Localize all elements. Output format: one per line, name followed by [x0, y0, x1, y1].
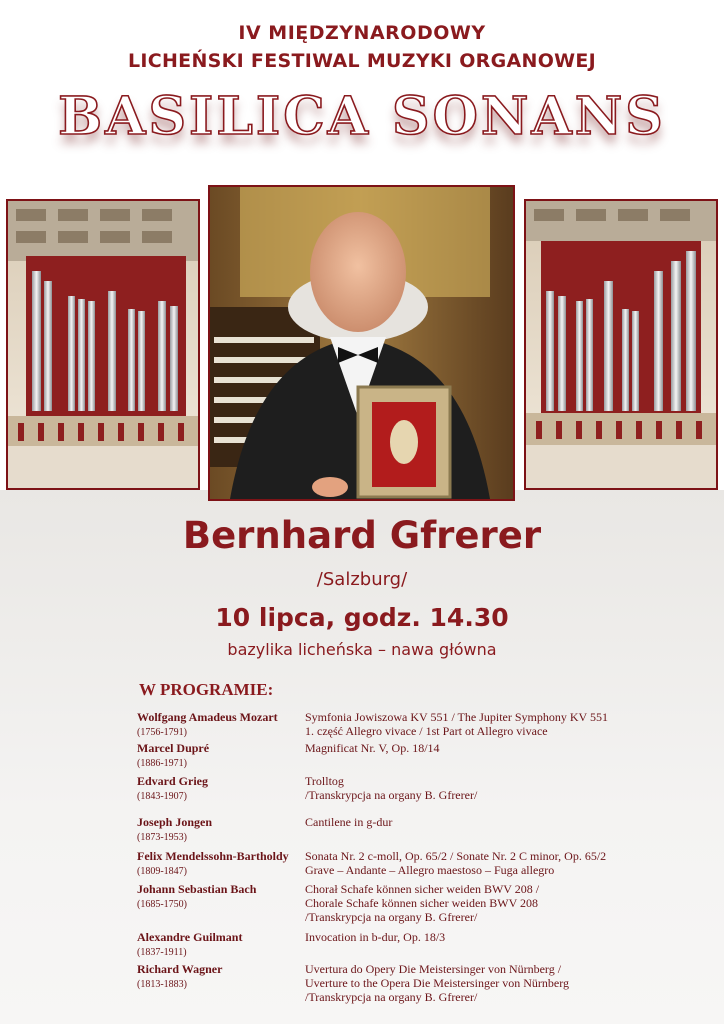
work-line: Magnificat Nr. V, Op. 18/14: [305, 741, 440, 755]
festival-edition: IV MIĘDZYNARODOWY: [238, 22, 486, 44]
composer-name: Wolfgang Amadeus Mozart: [137, 710, 278, 724]
work-line: Trolltog: [305, 774, 344, 788]
composer-name: Johann Sebastian Bach: [137, 882, 257, 896]
work-line: Sonata Nr. 2 c-moll, Op. 65/2 / Sonate Nr. 2 C minor, Op. 65/2: [305, 849, 607, 863]
work-line: /Transkrypcja na organy B. Gfrerer/: [305, 990, 478, 1004]
composer-name: Edvard Grieg: [137, 774, 208, 788]
program-heading: W PROGRAMIE:: [139, 680, 274, 699]
composer-years: (1886-1971): [137, 758, 187, 769]
event-venue: bazylika licheńska – nawa główna: [227, 640, 497, 659]
work-line: Symfonia Jowiszowa KV 551 / The Jupiter Symphony KV 551: [305, 710, 608, 724]
work-line: /Transkrypcja na organy B. Gfrerer/: [305, 910, 478, 924]
work-line: /Transkrypcja na organy B. Gfrerer/: [305, 788, 478, 802]
work-line: Uvertura do Opery Die Meistersinger von Nürnberg /: [305, 962, 562, 976]
composer-name: Marcel Dupré: [137, 741, 210, 755]
work-line: Uverture to the Opera Die Meistersinger von Nürnberg: [305, 976, 570, 990]
composer-years: (1873-1953): [137, 832, 187, 843]
composer-years: (1843-1907): [137, 791, 187, 802]
composer-years: (1809-1847): [137, 866, 187, 877]
organist-portrait: [208, 185, 515, 501]
composer-name: Joseph Jongen: [137, 815, 213, 829]
work-line: Chorał Schafe können sicher weiden BWV 208 /: [305, 882, 540, 896]
composer-years: (1756-1791): [137, 727, 187, 738]
work-line: Cantilene in g-dur: [305, 815, 393, 829]
organ-photo-left: [6, 199, 200, 490]
festival-title: BASILICA SONANS: [58, 86, 666, 147]
performer-city: /Salzburg/: [316, 569, 408, 590]
organ-photo-right: [524, 199, 718, 490]
work-line: Grave – Andante – Allegro maestoso – Fuga allegro: [305, 863, 555, 877]
composer-years: (1837-1911): [137, 947, 187, 958]
work-line: Invocation in b-dur, Op. 18/3: [305, 930, 446, 944]
performer-name: Bernhard Gfrerer: [182, 514, 542, 557]
composer-name: Felix Mendelssohn-Bartholdy: [137, 849, 289, 863]
work-line: 1. część Allegro vivace / 1st Part ot Allegro vivace: [305, 724, 548, 738]
work-line: Chorale Schafe können sicher weiden BWV 208: [305, 896, 539, 910]
event-date-time: 10 lipca, godz. 14.30: [215, 603, 509, 632]
festival-name: LICHEŃSKI FESTIWAL MUZYKI ORGANOWEJ: [127, 50, 597, 72]
composer-name: Richard Wagner: [137, 962, 223, 976]
composer-years: (1685-1750): [137, 899, 187, 910]
composer-name: Alexandre Guilmant: [137, 930, 243, 944]
composer-years: (1813-1883): [137, 979, 187, 990]
